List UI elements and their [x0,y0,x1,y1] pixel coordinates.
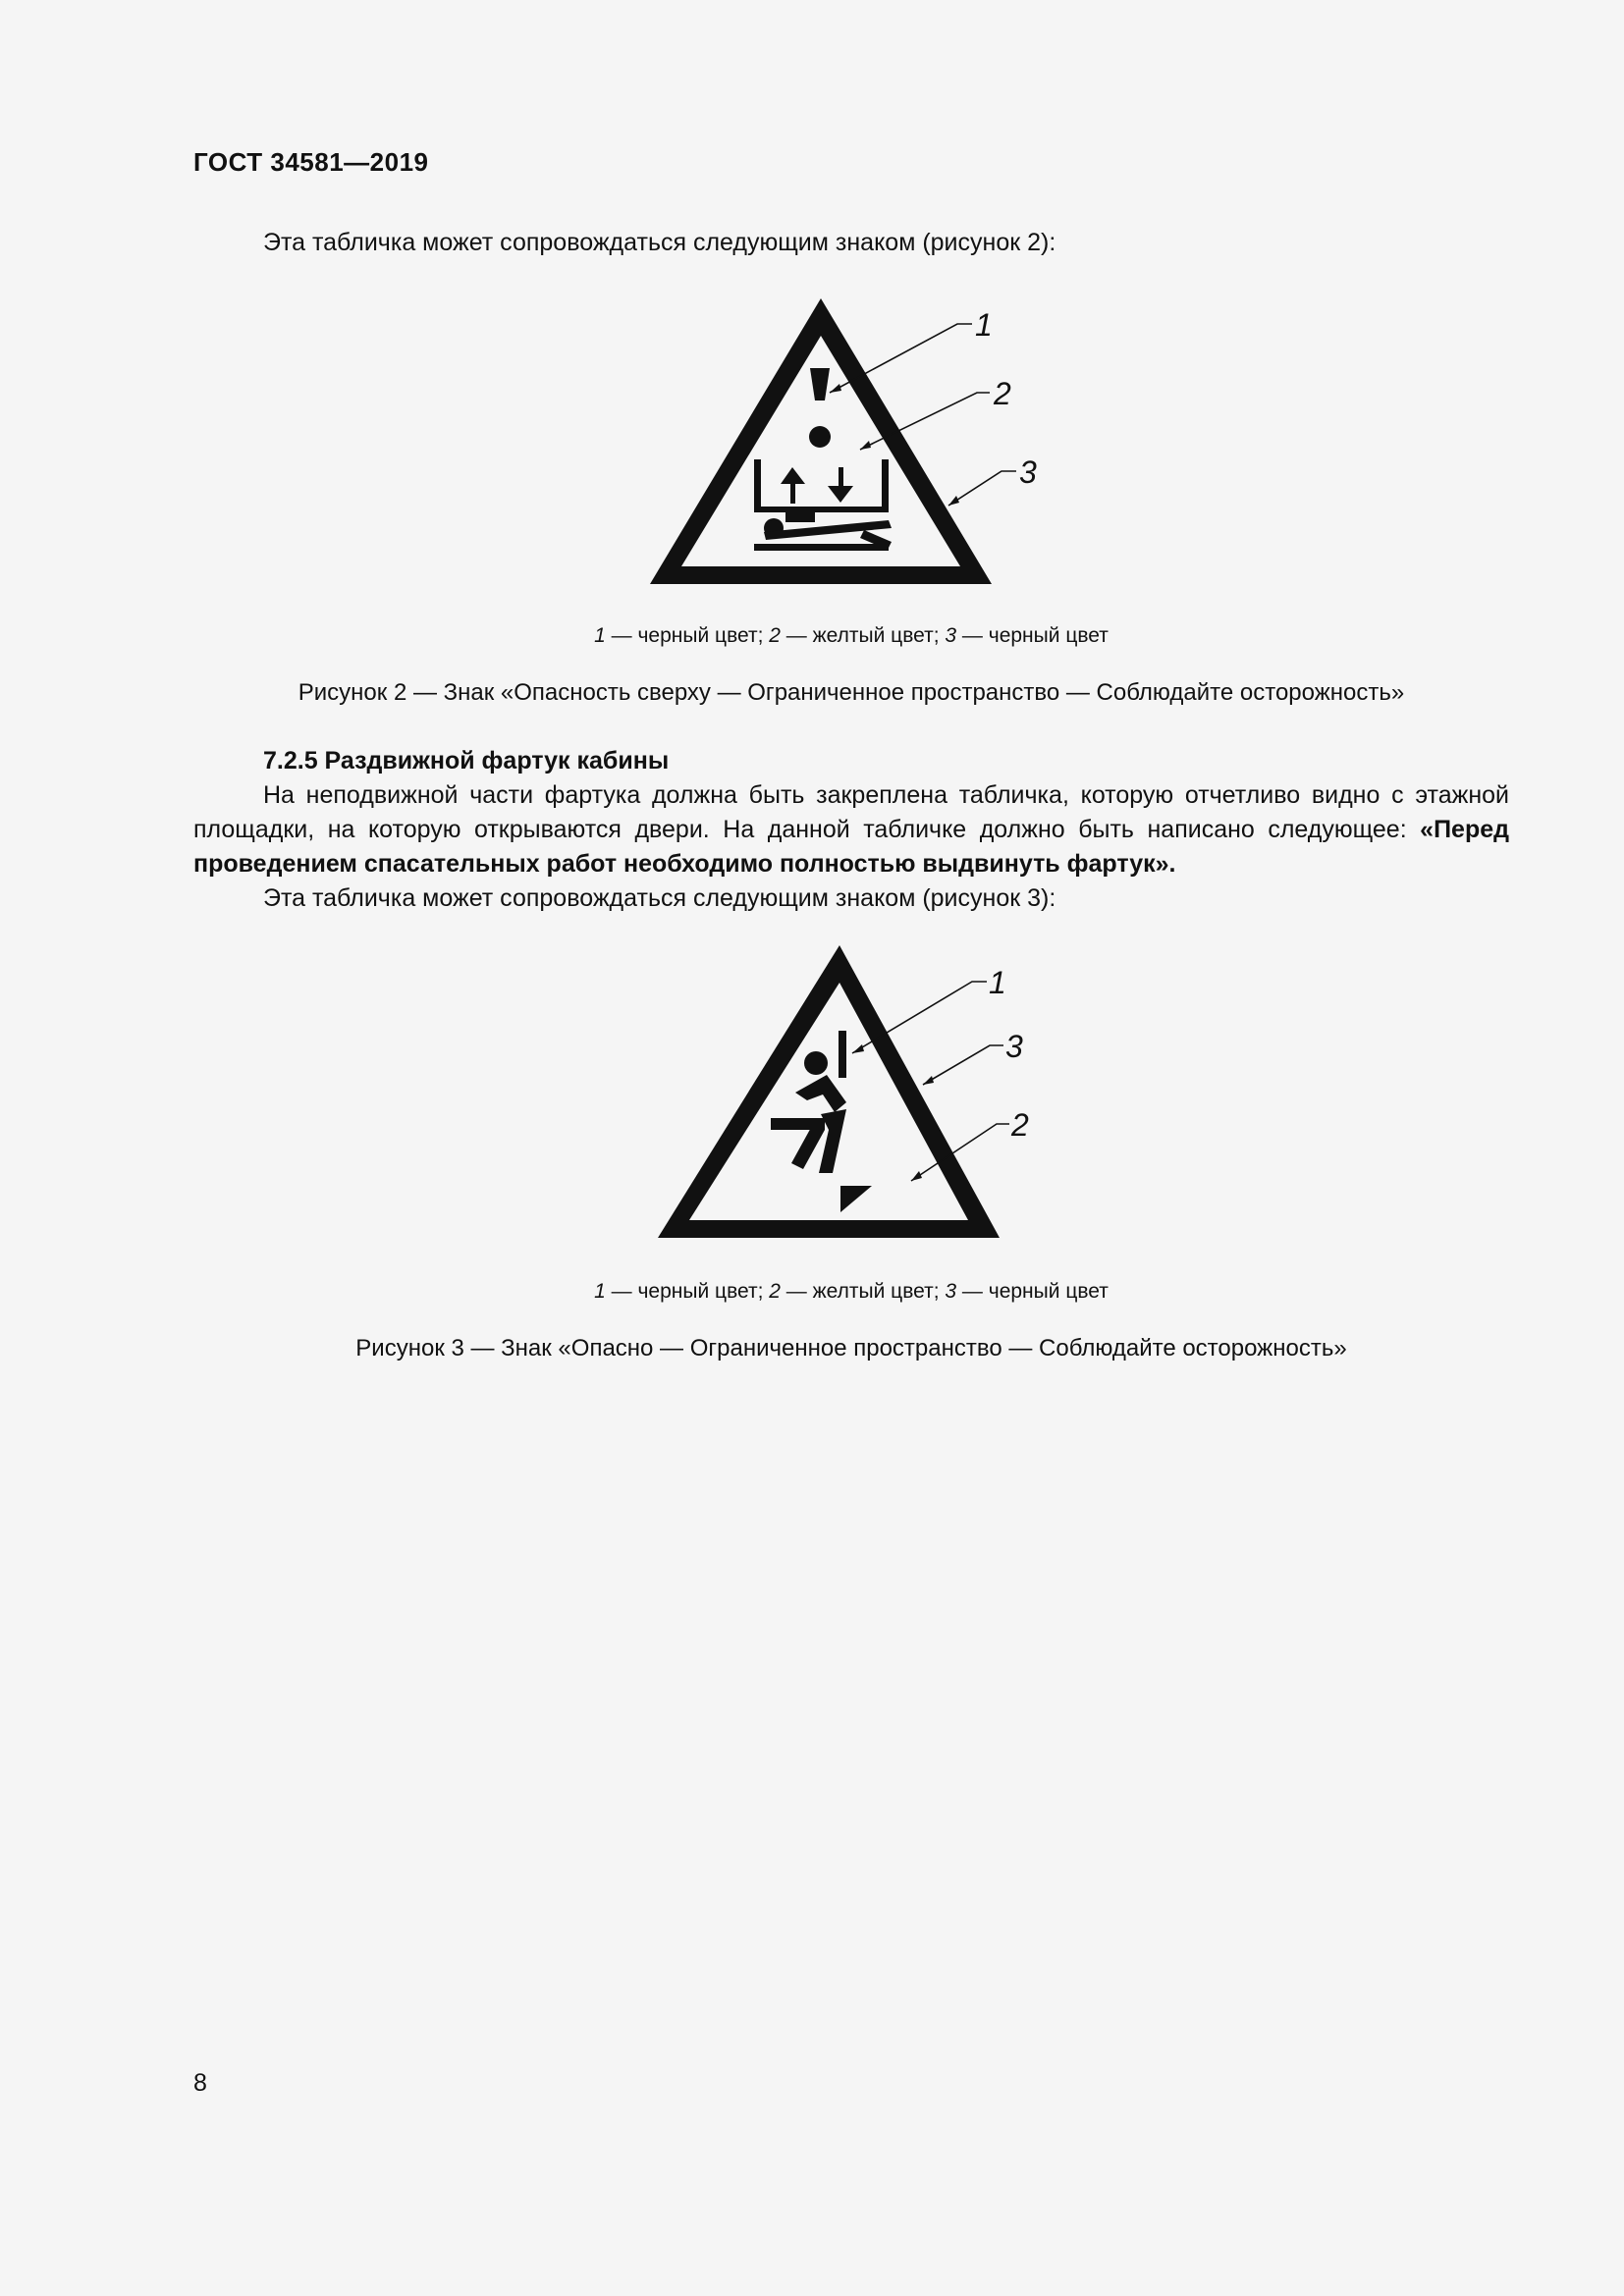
intro-figure-3: Эта табличка может сопровождаться следующим знаком (рисунок 3): [263,884,1056,912]
document-code: ГОСТ 34581—2019 [193,147,429,177]
figure-2-caption: Рисунок 2 — Знак «Опасность сверху — Ограниченное пространство — Соблюдайте осторожность» [298,679,1405,706]
figure-3 [638,937,1070,1252]
intro-figure-2: Эта табличка может сопровождаться следующим знаком (рисунок 2): [263,229,1056,256]
figure-2-legend: 1 — черный цвет; 2 — желтый цвет; 3 — черный цвет [594,624,1109,647]
figure-2 [628,285,1060,599]
callout-2: 2 [1011,1107,1029,1143]
callout-1: 1 [975,307,993,343]
figure-3-caption: Рисунок 3 — Знак «Опасно — Ограниченное пространство — Соблюдайте осторожность» [355,1335,1347,1362]
wall-bar-icon [839,1031,846,1078]
callout-1: 1 [989,965,1006,1000]
callout-3: 3 [1019,454,1037,490]
page-number: 8 [193,2069,207,2097]
figure-3-legend: 1 — черный цвет; 2 — желтый цвет; 3 — черный цвет [594,1280,1109,1303]
section-heading: 7.2.5 Раздвижной фартук кабины [263,747,670,774]
section-paragraph: На неподвижной части фартука должна быть закреплена табличка, которую отчетливо видно с этажной площадки, на которую открываются двери. На данной табличке должно быть написано следующее: «Перед проведением спасательных работ необходимо полностью выдвинуть фартук». [193,781,1509,878]
callout-3: 3 [1005,1029,1023,1064]
callout-2: 2 [994,376,1011,411]
